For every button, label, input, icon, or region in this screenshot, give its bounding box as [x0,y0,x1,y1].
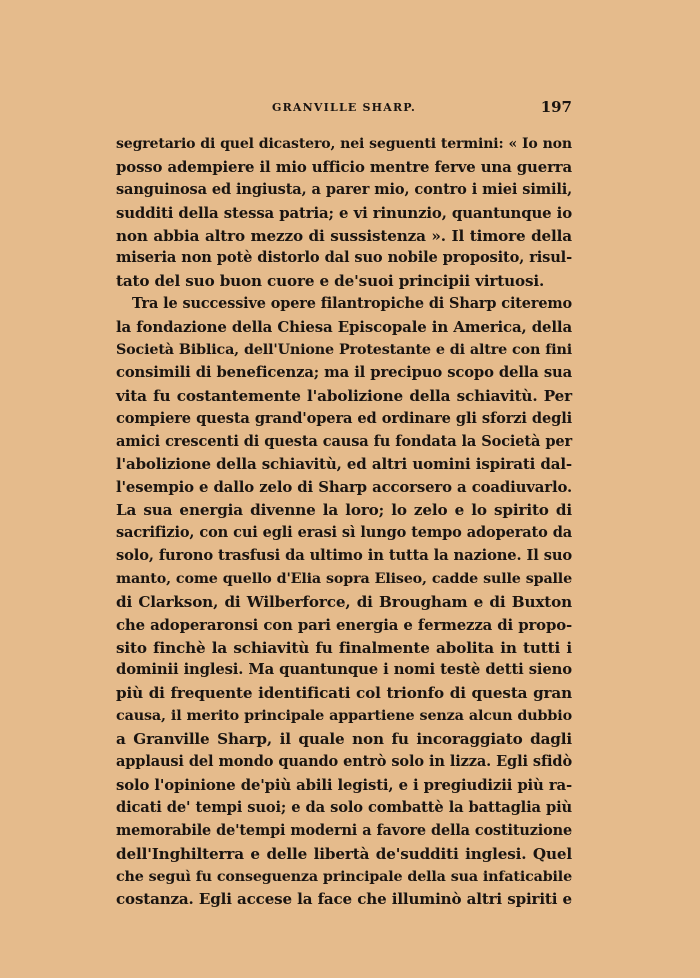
text-line: dominii inglesi. Ma quantunque i nomi testè detti sieno [116,661,572,679]
text-line: sanguinosa ed ingiusta, a parer mio, contro i miei simili, [116,180,572,198]
text-line: compiere questa grand'opera ed ordinare gli sforzi degli [116,409,572,427]
text-line: che adoperaronsi con pari energia e fermezza di propo- [116,615,572,634]
text-line: segretario di quel dicastero, nei seguenti termini: « Io non [116,136,572,152]
page-number: 197 [540,98,572,116]
text-line: vita fu costantemente l'abolizione della schiavitù. Per [116,386,572,405]
text-line: manto, come quello d'Elia sopra Eliseo, cadde sulle spalle [116,570,572,587]
text-line: dicati de' tempi suoi; e da solo combattè la battaglia più [116,798,572,816]
text-line: di Clarkson, di Wilberforce, di Brougham e di Buxton [116,592,572,611]
text-line: solo, furono trasfusi da ultimo in tutta la nazione. Il suo [116,547,572,565]
text-line: amici crescenti di questa causa fu fondata la Società per [116,432,572,450]
text-line: l'abolizione della schiavitù, ed altri uomini ispirati dal- [116,455,572,474]
text-line: Tra le successive opere filantropiche di Sharp citeremo [132,295,572,313]
text-line: miseria non potè distorlo dal suo nobile proposito, risul- [116,249,572,267]
text-line: sudditi della stessa patria; e vi rinunzio, quantunque io [116,203,572,222]
text-line: Società Biblica, dell'Unione Protestante e di altre con fini [116,342,572,359]
body-text [116,133,572,911]
text-line: che seguì fu conseguenza principale della sua infaticabile [116,868,572,885]
text-line: causa, il merito principale appartiene senza alcun dubbio [116,708,572,725]
text-line: più di frequente identificati col trionfo di questa gran [116,684,572,703]
text-line: a Granville Sharp, il quale non fu incoraggiato dagli [116,730,572,749]
running-title: GRANVILLE SHARP. [272,101,416,114]
text-line: dell'Inghilterra e delle libertà de'sudditi inglesi. Quel [116,844,572,863]
text-line: l'esempio e dallo zelo di Sharp accorsero a coadiuvarlo. [116,478,572,497]
text-line: posso adempiere il mio ufficio mentre ferve una guerra [116,157,572,176]
running-head [116,98,572,120]
text-line: sacrifizio, con cui egli erasi sì lungo tempo adoperato da [116,524,572,542]
text-line: La sua energia divenne la loro; lo zelo e lo spirito di [116,501,572,520]
text-line: tato del suo buon cuore e de'suoi principii virtuosi. [116,272,545,291]
text-line: consimili di beneficenza; ma il precipuo scopo della sua [116,363,572,381]
text-line: applausi del mondo quando entrò solo in lizza. Egli sfidò [116,753,572,771]
text-line: non abbia altro mezzo di sussistenza ». Il timore della [116,226,572,245]
text-line: sito finchè la schiavitù fu finalmente abolita in tutti i [116,638,572,657]
text-line: costanza. Egli accese la face che illuminò altri spiriti e [116,890,572,909]
text-line: solo l'opinione de'più abili legisti, e i pregiudizii più ra- [116,775,572,794]
text-line: la fondazione della Chiesa Episcopale in America, della [116,318,572,337]
text-line: memorabile de'tempi moderni a favore della costituzione [116,821,572,839]
